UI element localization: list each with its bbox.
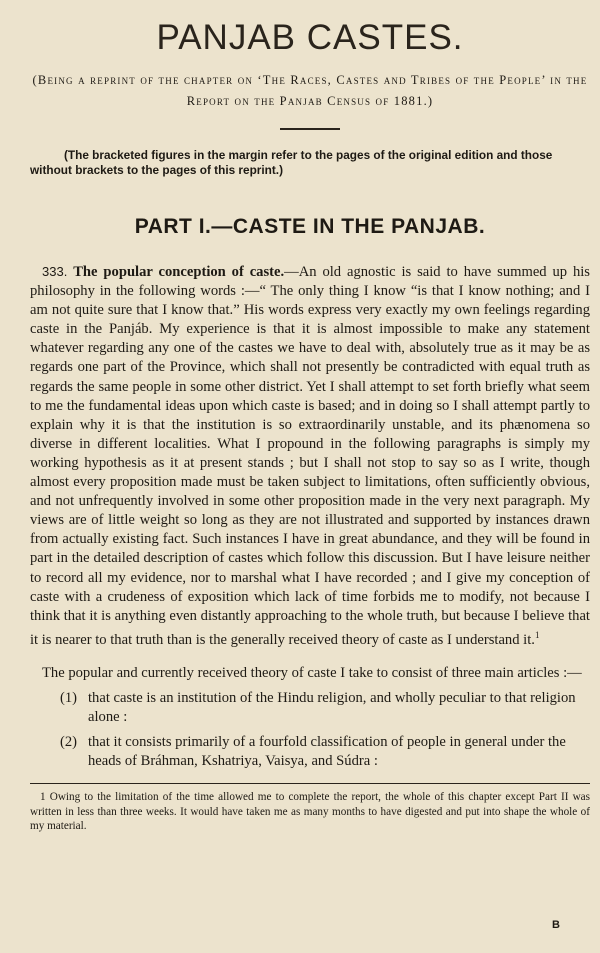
footnote-rule [30, 783, 590, 784]
divider-rule [280, 128, 340, 130]
part-heading: PART I.—CASTE IN THE PANJAB. [134, 215, 486, 238]
list-item [30, 689, 590, 727]
list-item [30, 733, 590, 771]
section-heading: The popular conception of caste. [73, 264, 285, 280]
bracket-note: (The bracketed figures in the margin refer to the pages of the original edition and those without brackets to the pages of this reprint.) [30, 148, 553, 177]
section-333-paragraph [30, 262, 590, 650]
signature-mark: B [552, 919, 560, 931]
section-text: —An old agnostic is said to have summed up his philosophy in the following words :—“ The only thing I know “is that I know nothing; and I am not quite sure that I know that.” His words express very exactly my own feelings regarding caste in the Panjáb. My experience is that it is almost impossible to make any statement whatever regarding any one of the castes we have to deal with, absolutely true as it may be as regards one part of the Province, which shall not presently be contradicted with equal truth as regards the same people in some other district. Yet I shall attempt to set forth briefly what seem to me the fundamental ideas upon which caste is based; and in doing so I shall attempt partly to explain why it is that the institution is so extraordinarily unstable, and its phænomena so diverse in different localities. What I propound in the following paragraphs is simply my working hypothesis as it at present stands ; but I shall not stop to say so as I write, though almost every proposition made must be taken subject to limitations, often sufficiently obvious, and not unfrequently involved in some other proposition made in the very next paragraph. My views are of little weight so long as they are not illustrated and supported by instances drawn from actually existing fact. Such instances I have in great abundance, and they will be found in part in the detailed description of castes which follow this discussion. But I have leisure neither to record all my evidence, nor to marshal what I have recorded ; and I give my conception of caste with a crudeness of exposition which lack of time forbids me to modify, not because I think that it is anything even distantly approaching to the whole truth, but because I believe that it is nearer to that truth than is the generally received theory of caste as I understand it. [30, 264, 590, 648]
list-item-text: that it consists primarily of a fourfold classification of people in general under the heads of Bráhman, Kshatriya, Vaisya, and Súdra : [88, 734, 566, 770]
section-number: 333. [42, 264, 68, 279]
paragraph-theory: The popular and currently received theory of caste I take to consist of three main articles :— [42, 664, 582, 681]
list-item-number: (1) [60, 689, 78, 706]
subtitle: (Being a reprint of the chapter on ‘The Races, Castes and Tribes of the People’ in the Report on the Panjab Census of 1881.) [32, 73, 588, 108]
footnote: 1 Owing to the limitation of the time allowed me to complete the report, the whole of this chapter except Part II was written in less than three weeks. It would have taken me as many months to have digested and put into shape the whole of my material. [30, 791, 590, 833]
page-title: PANJAB CASTES. [156, 18, 464, 57]
list-item-text: that caste is an institution of the Hindu religion, and wholly peculiar to that religion alone : [88, 689, 576, 725]
list-item-number: (2) [60, 734, 78, 751]
footnote-marker: 1 [534, 629, 540, 640]
